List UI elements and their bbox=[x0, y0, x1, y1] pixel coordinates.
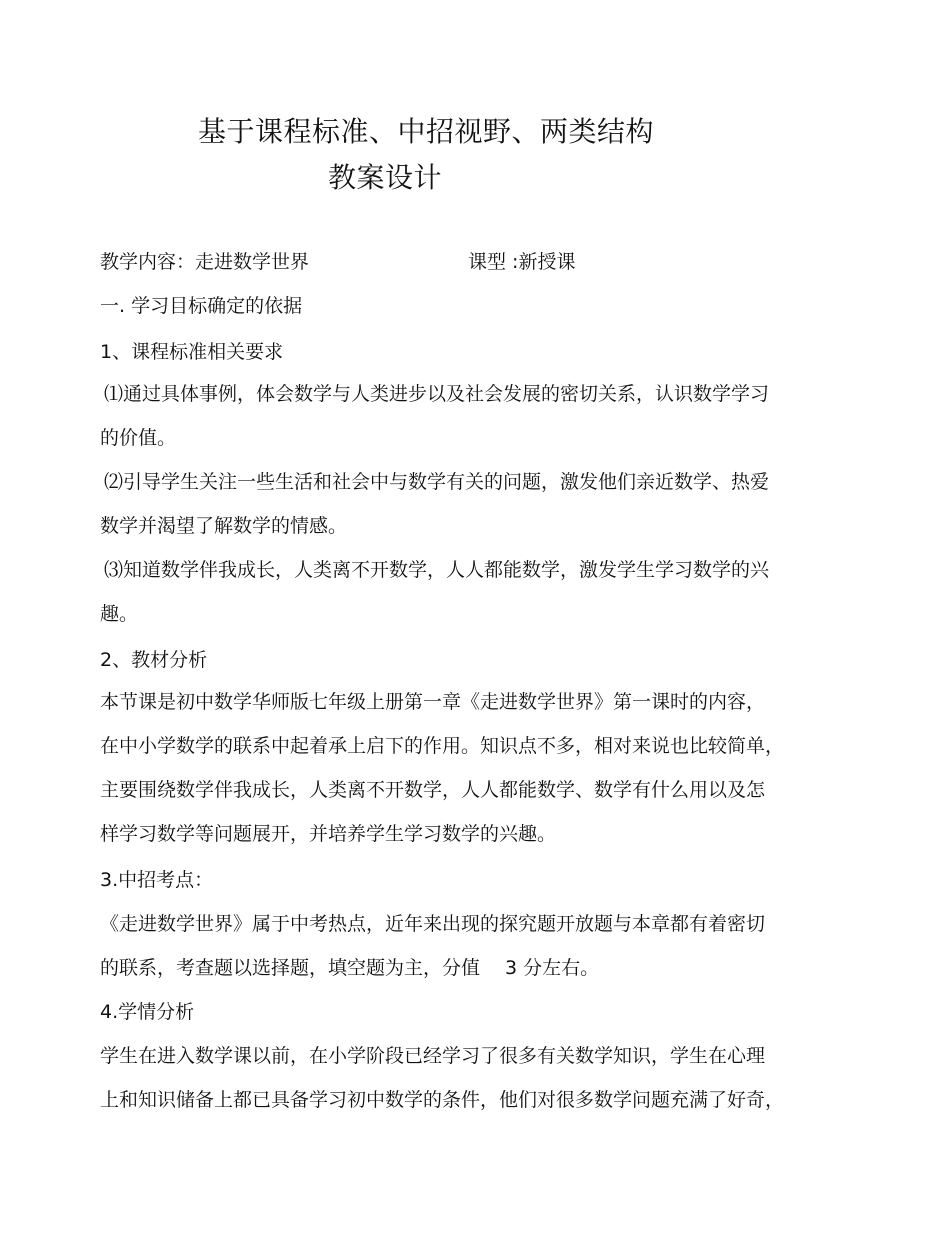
subsection-heading: 3.中招考点： bbox=[100, 869, 214, 891]
paragraph-line: 在中小学数学的联系中起着承上启下的作用。知识点不多，相对来说也比较简单， bbox=[100, 735, 785, 757]
paragraph-line: ⑶知道数学伴我成长，人类离不开数学，人人都能数学，激发学生学习数学的兴 bbox=[104, 559, 770, 581]
lesson-type: 课型 :新授课 bbox=[468, 251, 576, 273]
subsection-heading: 4.学情分析 bbox=[100, 1001, 195, 1023]
paragraph-line: 《走进数学世界》属于中考热点，近年来出现的探究题开放题与本章都有着密切 bbox=[100, 913, 766, 935]
paragraph-line: ⑵引导学生关注一些生活和社会中与数学有关的问题，激发他们亲近数学、热爱 bbox=[104, 471, 770, 493]
section-heading: 一. 学习目标确定的依据 bbox=[100, 295, 303, 317]
paragraph-line: 样学习数学等问题展开，并培养学生学习数学的兴趣。 bbox=[100, 823, 557, 845]
paragraph-line: 本节课是初中数学华师版七年级上册第一章《走进数学世界》第一课时的内容， bbox=[100, 691, 766, 713]
paragraph-line: 的价值。 bbox=[100, 427, 177, 449]
subsection-heading: 2、教材分析 bbox=[100, 649, 208, 671]
paragraph-line: ⑴通过具体事例，体会数学与人类进步以及社会发展的密切关系，认识数学学习 bbox=[104, 383, 770, 405]
paragraph-line: 的联系，考查题以选择题，填空题为主，分值 3 分左右。 bbox=[100, 957, 600, 979]
paragraph-line: 主要围绕数学伴我成长，人类离不开数学，人人都能数学、数学有什么用以及怎 bbox=[100, 779, 766, 801]
teaching-content: 教学内容：走进数学世界 bbox=[100, 251, 310, 273]
paragraph-line: 上和知识储备上都已具备学习初中数学的条件，他们对很多数学问题充满了好奇， bbox=[100, 1089, 785, 1111]
subsection-heading: 1、课程标准相关要求 bbox=[100, 341, 284, 363]
document-subtitle: 教案设计 bbox=[328, 161, 443, 194]
document-title: 基于课程标准、中招视野、两类结构 bbox=[198, 115, 655, 148]
paragraph-line: 学生在进入数学课以前，在小学阶段已经学习了很多有关数学知识，学生在心理 bbox=[100, 1045, 766, 1067]
paragraph-line: 数学并渴望了解数学的情感。 bbox=[100, 515, 348, 537]
paragraph-line: 趣。 bbox=[100, 603, 139, 625]
